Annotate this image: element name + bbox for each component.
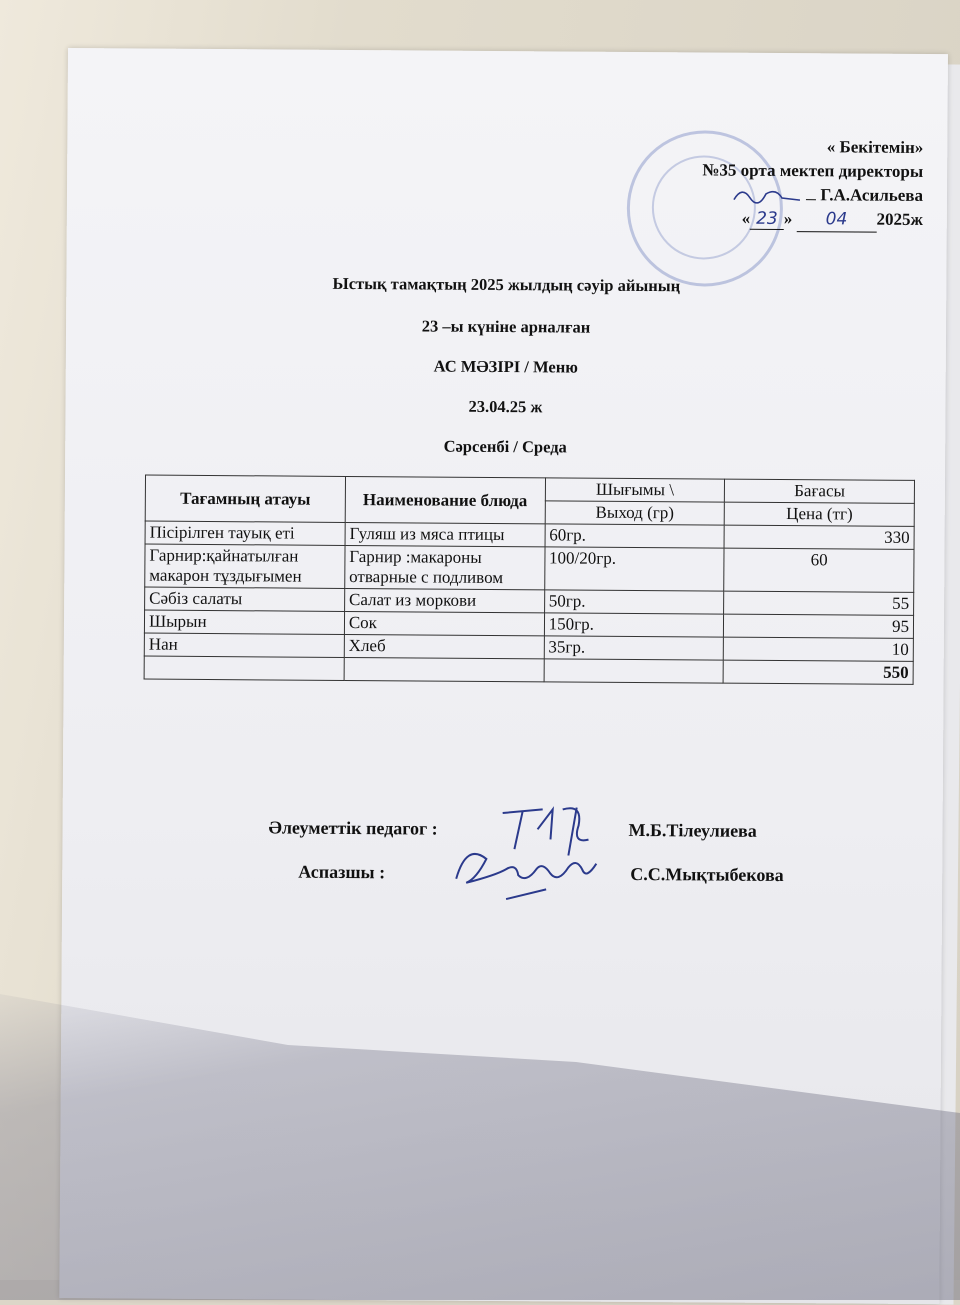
heading-line-1: Ыстық тамақтың 2025 жылдың сәуір айының <box>332 273 681 296</box>
menu-table <box>144 475 915 685</box>
dish-name-kz: Шырын <box>144 610 344 634</box>
dish-price: 55 <box>724 591 914 615</box>
dish-price: 60 <box>724 548 914 592</box>
dish-name-kz: Сәбіз салаты <box>145 587 345 611</box>
heading-line-3: АС МӘЗІРІ / Меню <box>433 356 578 377</box>
social-pedagogue-name: М.Б.Тілеулиева <box>628 819 757 841</box>
date-day: 23 <box>750 209 784 230</box>
dish-price: 95 <box>724 614 914 638</box>
total-price: 550 <box>723 660 913 684</box>
header-price-ru: Цена (тг) <box>725 502 915 526</box>
dish-yield: 100/20гр. <box>544 547 724 591</box>
cook-signature-row <box>62 856 942 902</box>
dish-name-kz: Гарнир:қайнатылған макарон тұздығымен <box>145 544 345 588</box>
cook-name: С.С.Мықтыбекова <box>630 863 784 886</box>
header-yield-ru: Выход (гр) <box>545 501 725 525</box>
dish-name-ru: Гарнир :макароны отварные с подливом <box>345 545 545 589</box>
dish-name-kz: Нан <box>144 633 344 657</box>
approval-date: « 23 » 04 2025ж <box>702 206 923 233</box>
header-price-kz: Бағасы <box>725 479 915 503</box>
approval-block <box>702 134 923 233</box>
director-signature <box>732 184 802 204</box>
cook-label: Аспазшы : <box>298 861 386 883</box>
social-pedagogue-label: Әлеуметтік педагог : <box>268 817 438 839</box>
header-name-ru: Наименование блюда <box>345 476 545 523</box>
director-name: Г.А.Асильева <box>820 185 924 205</box>
date-month: 04 <box>796 207 876 233</box>
dish-name-ru: Салат из моркови <box>344 588 544 612</box>
dish-yield: 35гр. <box>544 636 724 660</box>
table-total-row <box>144 656 913 684</box>
dish-price: 10 <box>724 637 914 661</box>
dish-name-ru: Гуляш из мяса птицы <box>345 522 545 546</box>
table-header-row <box>145 475 914 503</box>
heading-date: 23.04.25 ж <box>468 396 543 417</box>
heading-line-2: 23 –ы күніне арналған <box>421 316 591 337</box>
dish-yield: 150гр. <box>544 613 724 637</box>
heading-weekday: Сәрсенбі / Среда <box>443 436 567 457</box>
approval-director-line <box>702 182 923 208</box>
dish-yield: 60гр. <box>545 524 725 548</box>
cook-signature <box>446 839 606 910</box>
dish-yield: 50гр. <box>544 590 724 614</box>
date-year: 2025ж <box>876 209 923 229</box>
approval-position: №35 орта мектеп директоры <box>702 160 924 181</box>
header-yield-kz: Шығымы \ <box>545 478 725 502</box>
dish-price: 330 <box>724 525 914 549</box>
header-name-kz: Тағамның атауы <box>145 475 345 522</box>
approval-title: « Бекітемін» <box>826 137 924 157</box>
menu-document <box>59 48 948 1304</box>
table-row <box>145 544 914 592</box>
dish-name-ru: Сок <box>344 611 544 635</box>
dish-name-ru: Хлеб <box>344 634 544 658</box>
dish-name-kz: Пісірілген тауық еті <box>145 521 345 545</box>
